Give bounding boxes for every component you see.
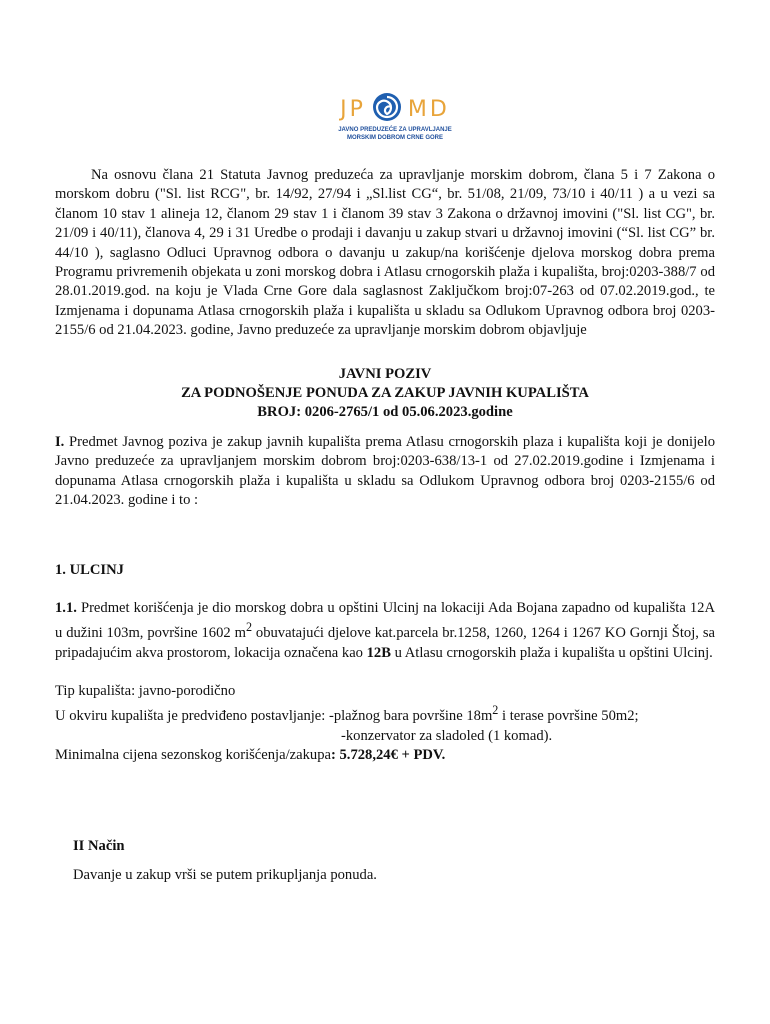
title-line-1: JAVNI POZIV	[338, 365, 432, 382]
minimum-price-label: Minimalna cijena sezonskog korišćenja/zakupa	[55, 747, 331, 764]
item-1-1-text-b: obuvatajući djelove kat.parcela br.1258, 1260, 1264 i 1267 KO Gornji Štoj, sa pripadajućim akva prostorom, lokacija označena kao	[55, 625, 715, 661]
item-1-1-text-c: u Atlasu crnogorskih plaža i kupališta u opštini Ulcinj.	[390, 644, 713, 661]
section-1-text: Predmet Javnog poziva je zakup javnih kupališta prema Atlasu crnogorskih plaza i kupališta koji je donijelo Javno preduzeće za upravljanjem morskim dobrom broj:0203-638/13-1 od 27.02.2019.godine i Izmjenama i dopunama Atlasa crnogorskih plaža i kupališta u skladu sa Odlukom Upravnog odbora broj 0203-2155/6 od 21.04.2023. godine i to :	[55, 433, 715, 509]
logo-subtitle-line1: JAVNO PREDUZEĆE ZA UPRAVLJANJE	[338, 127, 452, 133]
item-1-1-paragraph	[55, 599, 715, 663]
document-title	[55, 365, 715, 423]
ice-cream-freezer: -konzervator za sladoled (1 komad).	[341, 727, 553, 744]
title-line-2: ZA PODNOŠENJE PONUDA ZA ZAKUP JAVNIH KUPALIŠTA	[181, 385, 589, 402]
section-1-label: I.	[55, 433, 65, 450]
item-1-1-label: 1.1.	[55, 599, 77, 616]
document-body	[55, 166, 715, 885]
beach-type: Tip kupališta: javno-porodično	[55, 682, 236, 699]
section-2-text: Davanje u zakup vrši se putem prikupljanja ponuda.	[73, 866, 377, 883]
item-1-1-sup: 2	[245, 620, 253, 635]
section-2-heading: II Način	[73, 838, 125, 855]
ulcinj-heading: 1. ULCINJ	[55, 561, 124, 578]
logo-subtitle-line2: MORSKIM DOBROM CRNE GORE	[347, 135, 443, 141]
planned-facilities-b: i terase površine 50m2;	[498, 708, 639, 725]
planned-facilities-a: U okviru kupališta je predviđeno postavljanje: -plažnog bara površine 18m	[55, 708, 493, 725]
planned-facilities-sup: 2	[492, 703, 499, 718]
company-logo	[330, 92, 460, 152]
logo-letters-left: JP	[340, 96, 366, 122]
logo-letters-right: MD	[407, 96, 450, 122]
minimum-price	[55, 746, 715, 765]
planned-facilities	[55, 701, 715, 726]
title-line-3: BROJ: 0206-2765/1 od 05.06.2023.godine	[257, 404, 513, 421]
location-code: 12B	[366, 644, 391, 661]
intro-paragraph: Na osnovu člana 21 Statuta Javnog preduzeća za upravljanje morskim dobrom, člana 5 i 7 Zakona o morskom dobru ("Sl. list RCG", br. 14/92, 27/94 i „Sl.list CG“, br. 51/08, 21/09, 73/10 i 40/11 ) a u vezi sa članom 10 stav 1 alineja 12, članom 29 stav 1 i članom 39 stav 3 Zakona o državnoj imovini ("Sl. list CG", br. 21/09 i 40/11), članova 4, 29 i 31 Uredbe o prodaji i davanju u zakup stvari u državnoj imovini (“Sl. list CG” br. 44/10 ), saglasno Odluci Upravnog odbora o davanju u zakup/na korišćenje djelova morskog dobra prema Programu privremenih objekata u zoni morskog dobra i Atlasu crnogorskih plaža i kupališta, broj:0203-388/7 od 28.01.2019.god. na koju je Vlada Crne Gore dala saglasnost Zaključkom broj:07-263 od 07.02.2019.god., te Izmjenama i dopunama Atlasa crnogorskih plaža i kupališta u skladu sa Odlukom Upravnog odbora broj 0203-2155/6 od 21.04.2023. godine, Javno preduzeće za upravljanje morskim dobrom objavljuje	[55, 167, 715, 339]
minimum-price-value: : 5.728,24€ + PDV.	[330, 747, 446, 764]
section-1-paragraph	[55, 433, 715, 511]
spiral-shell-icon	[372, 92, 402, 127]
item-1-1-text-a: Predmet korišćenja je dio morskog dobra u opštini Ulcinj na lokaciji Ada Bojana zapadno od kupališta 12A u dužini 103m, površine 1602 m	[55, 599, 715, 642]
